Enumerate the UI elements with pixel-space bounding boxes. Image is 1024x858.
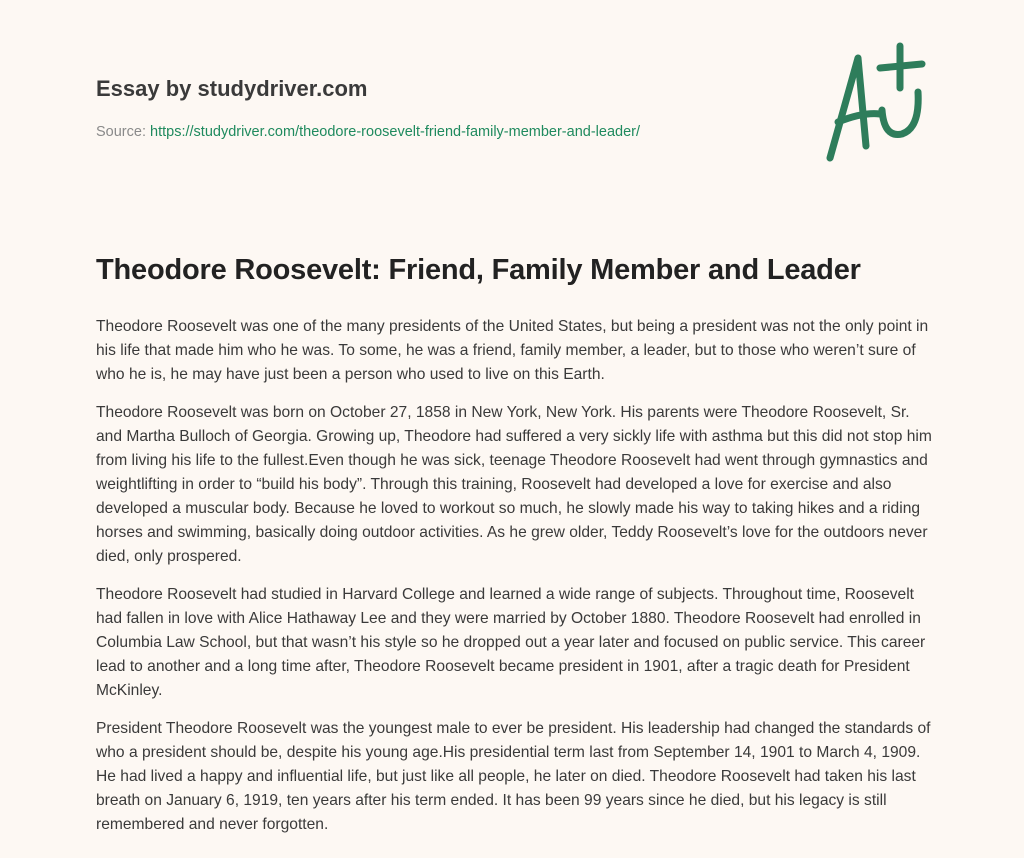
source-label: Source: <box>96 124 146 140</box>
essay-paragraph: Theodore Roosevelt had studied in Harvard College and learned a wide range of subjects. Throughout time, Roosevelt had fallen in love with Alice Hathaway Lee and they were married by October 1880. Theodore Roosevelt had enrolled in Columbia Law School, but that wasn’t his style so he dropped out a year later and focused on public service. This career lead to another and a long time after, Theodore Roosevelt became president in 1901, after a tragic death for President McKinley. <box>96 586 926 699</box>
a-plus-logo-icon <box>818 38 930 166</box>
source-link[interactable]: https://studydriver.com/theodore-roosevelt-friend-family-member-and-leader/ <box>150 124 640 140</box>
essay-paragraph: Theodore Roosevelt was one of the many presidents of the United States, but being a president was not the only point in his life that made him who he was. To some, he was a friend, family member, a leader, but to those who weren’t sure of who he is, he may have just been a person who used to live on this Earth. <box>96 318 929 383</box>
essay-paragraph: President Theodore Roosevelt was the youngest male to ever be president. His leadership had changed the standards of who a president should be, despite his young age.His presidential term last from September 14, 1901 to March 4, 1909. He had lived a happy and influential life, but just like all people, he later on died. Theodore Roosevelt had taken his last breath on January 6, 1919, ten years after his term ended. It has been 99 years since he died, but his legacy is still remembered and never forgotten. <box>96 720 931 833</box>
essay-title: Theodore Roosevelt: Friend, Family Member and Leader <box>96 254 861 286</box>
essay-paragraph: Theodore Roosevelt was born on October 27, 1858 in New York, New York. His parents were Theodore Roosevelt, Sr. and Martha Bulloch of Georgia. Growing up, Theodore had suffered a very sickly life with asthma but this did not stop him from living his life to the fullest.Even though he was sick, teenage Theodore Roosevelt had went through gymnastics and weightlifting in order to “build his body”. Through this training, Roosevelt had developed a love for exercise and also developed a muscular body. Because he loved to workout so much, he slowly made his way to taking hikes and a riding horses and swimming, basically doing outdoor activities. As he grew older, Teddy Roosevelt’s love for the outdoors never died, only prospered. <box>96 404 932 565</box>
essay-body <box>96 315 934 851</box>
site-title: Essay by studydriver.com <box>96 76 368 101</box>
source-line <box>96 124 640 140</box>
